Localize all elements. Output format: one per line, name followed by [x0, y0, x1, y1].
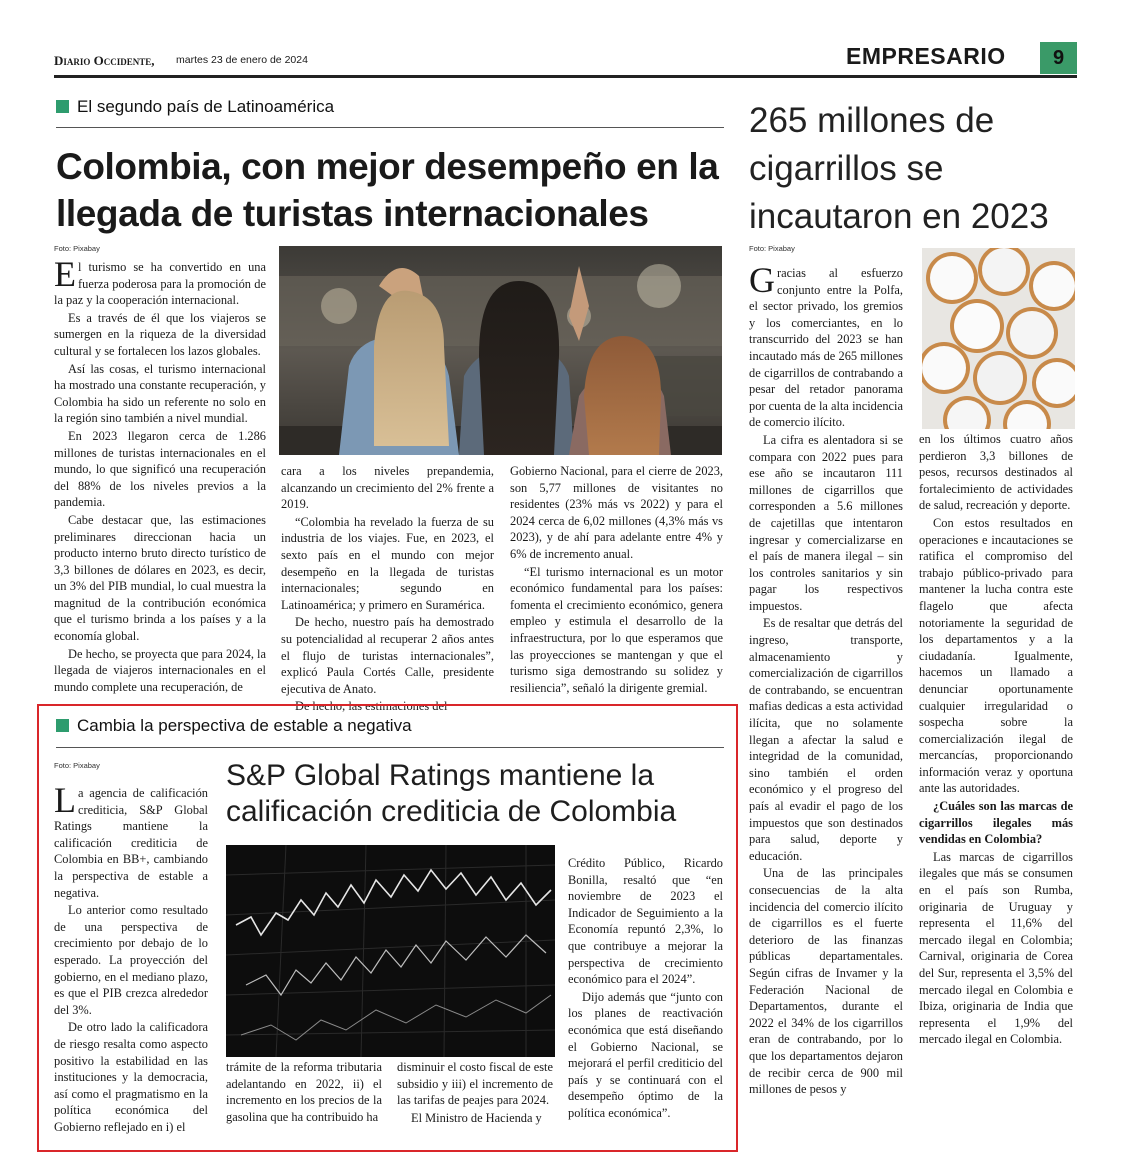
paragraph: De otro lado la calificadora de riesgo resalta como aspecto positivo la estabilidad en las instituciones y la democracia, así como el pragmatismo en la política económica del Gobierno reflejado en i) el	[54, 1020, 208, 1134]
paragraph: trámite de la reforma tributaria adelantando en 2022, ii) el incremento en los precios de la gasolina que ha contribuido ha	[226, 1060, 382, 1124]
paragraph: Lo anterior como resultado de una perspectiva de crecimiento por debajo de lo esperado. La proyección del gobierno, en el mediano plazo, es que el PIB crezca alrededor del 3%.	[54, 903, 208, 1017]
paragraph: La agencia de calificación crediticia, S&P Global Ratings mantiene la calificación crediticia de Colombia en BB+, cambiando la perspectiva de estable a negativa.	[54, 780, 208, 900]
sp-column-4	[568, 855, 723, 1123]
paragraph: El turismo se ha convertido en una fuerza poderosa para la promoción de la paz y la cooperación internacional.	[54, 254, 266, 308]
paragraph: Las marcas de cigarrillos ilegales que más se consumen en el país son Rumba, originaria de Uruguay y representa el 11,6% del mercado ilegal en Colombia; Carnival, originaria de Corea del Sur, representa el 3,5% del mercado ilegal en Colombia e Ibiza, originaria de India que representa el 1,9% del mercado ilegal en Colombia.	[919, 849, 1073, 1047]
paragraph: Crédito Público, Ricardo Bonilla, resaltó que “en noviembre de 2023 el Indicador de Seguimiento a la Economía repuntó 2,3%, lo que contribuye a mejorar la perspectiva de crecimiento económico para el 2024”.	[568, 856, 723, 987]
tourism-kicker: El segundo país de Latinoamérica	[56, 97, 334, 117]
sp-column-2	[226, 1059, 382, 1126]
cigarettes-column-2	[919, 431, 1073, 1049]
paragraph: La cifra es alentadora si se compara con 2022 pues para ese año se incautaron 111 millones de cigarrillos que corresponden a 5.6 millones de cajetillas que intentaron ingresar y comercializarse en el país de manera ilegal – sin los controles sanitarios y sin pagar los respectivos impuestos.	[749, 432, 903, 613]
tourism-kicker-rule	[56, 127, 724, 128]
tourism-column-3	[510, 463, 723, 697]
kicker-square-icon	[56, 719, 69, 732]
tourism-column-1	[54, 254, 266, 696]
tourism-photo	[279, 246, 722, 455]
sp-kicker: Cambia la perspectiva de estable a negativa	[56, 716, 412, 736]
tourism-headline: Colombia, con mejor desempeño en la llegada de turistas internacionales	[56, 146, 719, 234]
cigarettes-headline: 265 millones de cigarrillos se incautaron en 2023	[749, 101, 1049, 236]
sp-column-3	[397, 1059, 553, 1127]
paragraph: Gracias al esfuerzo conjunto entre la Polfa, el sector privado, los gremios y los comerciantes, en lo transcurrido del 2023 se han incautado más de 265 millones de cigarrillos de contrabando a pesar del retador panorama por cuenta de la alta incidencia de comercio ilícito.	[749, 260, 903, 430]
paragraph: Gobierno Nacional, para el cierre de 2023, son 5,77 millones de visitantes no residentes (23% más vs 2022) y para el 2024 cerca de 6,02 millones (4,3% más vs 2023), y de ahí para adelante entre 4% y 6% de incremento anual.	[510, 464, 723, 561]
paragraph: “El turismo internacional es un motor económico fundamental para los países: fomenta el crecimiento económico, genera empleo y estimula el desarrollo de la infraestructura, por lo que esperamos que las proyecciones se mantengan y que el turismo siga demostrando su solidez y resiliencia”, señaló la dirigente gremial.	[510, 564, 723, 695]
paragraph: Una de las principales consecuencias de la alta incidencia del comercio ilícito de cigarrillos es el fuerte deterioro de las finanzas públicas departamentales. Según cifras de Invamer y la Federación Nacional de Departamentos, durante el 2022 el 34% de los cigarrillos eran de contrabando, por lo que los departamentos dejaron de recibir cerca de 900 mil millones de pesos y	[749, 866, 903, 1097]
paragraph: en los últimos cuatro años perdieron 3,3 billones de pesos, recursos destinados al fortalecimiento de actividades de salud, recreación y deporte.	[919, 432, 1073, 513]
paragraph: Cabe destacar que, las estimaciones preliminares direccionan hacia un producto interno bruto directo turístico de 3,3 billones de dólares en 2023, es decir, un 3% del PIB mundial, lo cual muestra la magnitud de la contribución económica que el turismo brinda a los países y a la economía global.	[54, 512, 266, 644]
subheading: ¿Cuáles son las marcas de cigarrillos ilegales más vendidas en Colombia?	[919, 799, 1073, 847]
paragraph: El Ministro de Hacienda y	[411, 1110, 542, 1125]
paragraph: De hecho, se proyecta que para 2024, la llegada de viajeros internacionales en el mundo complete una recuperación, de	[54, 646, 266, 694]
paragraph: Es a través de él que los viajeros se sumergen en la riqueza de la diversidad cultural y se fortalecen los lazos globales.	[54, 310, 266, 358]
sp-headline: S&P Global Ratings mantiene la calificación crediticia de Colombia	[226, 759, 677, 828]
tourism-photo-credit: Foto: Pixabay	[54, 244, 100, 253]
kicker-square-icon	[56, 100, 69, 113]
section-name: EMPRESARIO	[846, 43, 1006, 69]
paper-name: Diario Occidente,	[54, 53, 155, 68]
paragraph: Es de resaltar que detrás del ingreso, transporte, almacenamiento y comercialización de cigarrillos de contrabando, se encuentran mafias dedicas a esta actividad ilícita, que no solamente llegan a afectar la salud e integridad de la comunidad, sino también el orden económico y el progreso del país al evadir el pago de los impuestos que son destinados para salud, deporte y educación.	[749, 616, 903, 863]
paragraph: disminuir el costo fiscal de este subsidio y iii) el incremento de las tarifas de peajes para 2024.	[397, 1060, 553, 1108]
paragraph: Con estos resultados en operaciones e incautaciones se ratifica el compromiso del trabajo público-privado para mantener la lucha contra este flagelo que afecta notoriamente la seguridad de los departamentos y a la ciudadanía. Igualmente, hacemos un llamado a denunciar oportunamente cualquier irregularidad o sospecha sobre la comercialización ilegal de mercancías, proporcionando información veraz y oportuna ante las autoridades.	[919, 515, 1073, 796]
sp-photo-credit: Foto: Pixabay	[54, 761, 100, 770]
page-number: 9	[1052, 47, 1065, 69]
sp-column-1	[54, 780, 208, 1136]
paragraph: Dijo además que “junto con los planes de reactivación económica que está diseñando el Gobierno Nacional, se mejorará el perfil crediticio del país y se continuará con el desempeño óptimo de la política económica”.	[568, 989, 723, 1120]
cigarettes-column-1	[749, 260, 903, 1099]
paragraph: Así las cosas, el turismo internacional ha mostrado una constante recuperación, y Colombia ha sido un referente no solo en la región sino también a nivel mundial.	[54, 361, 266, 426]
paragraph: En 2023 llegaron cerca de 1.286 millones de turistas internacionales en el mundo, lo que significó una recuperación del 88% de los niveles previos a la pandemia.	[54, 428, 266, 510]
tourism-column-2	[281, 463, 494, 716]
cigarettes-photo-credit: Foto: Pixabay	[749, 244, 795, 253]
paragraph: “Colombia ha revelado la fuerza de su industria de los viajes. Fue, en 2023, el sexto país en el mundo con mejor desempeño en la llegada de turistas internacionales; segundo en Latinoamérica; y primero en Suramérica.	[281, 514, 494, 612]
page-header	[54, 38, 1077, 76]
paragraph: cara a los niveles prepandemia, alcanzando un crecimiento del 2% frente a 2019.	[281, 464, 494, 512]
issue-date: martes 23 de enero de 2024	[176, 54, 308, 66]
page-number-badge	[1040, 42, 1077, 74]
paragraph: De hecho, nuestro país ha demostrado su potencialidad al recuperar 2 años antes el flujo de turistas internacionales”, explicó Paula Cortés Calle, presidente ejecutiva de Anato.	[281, 615, 494, 696]
header-rule	[54, 75, 1077, 78]
sp-stock-chart-photo	[226, 845, 555, 1057]
sp-kicker-rule	[56, 747, 724, 748]
paragraph: De hecho, las estimaciones del	[295, 699, 448, 714]
cigarettes-photo	[922, 248, 1075, 429]
